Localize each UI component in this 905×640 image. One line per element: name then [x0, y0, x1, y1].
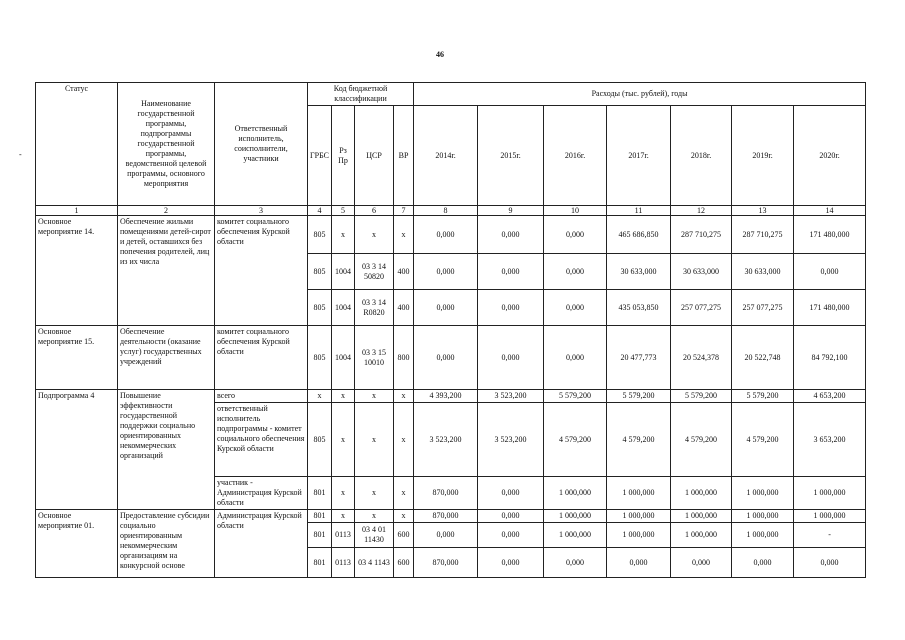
cell-value: -	[794, 523, 866, 548]
cell-value: 0,000	[478, 290, 544, 326]
header-year: 2017г.	[607, 106, 671, 206]
cell-value: 20 522,748	[732, 326, 794, 390]
cell-csr: х	[355, 510, 394, 523]
cell-value: 1 000,000	[794, 510, 866, 523]
cell-csr: х	[355, 390, 394, 403]
cell-value: 0,000	[478, 548, 544, 578]
cell-value: 1 000,000	[794, 477, 866, 510]
cell-value: 257 077,275	[671, 290, 732, 326]
cell-value: 870,000	[414, 510, 478, 523]
cell-grbs: 801	[308, 510, 332, 523]
cell-value: 870,000	[414, 477, 478, 510]
cell-value: 3 653,200	[794, 403, 866, 477]
cell-rzpr: 0113	[332, 523, 355, 548]
cell-value: 0,000	[414, 216, 478, 254]
cell-csr: 03 3 15 10010	[355, 326, 394, 390]
table-row	[36, 390, 866, 403]
cell-value: 1 000,000	[607, 510, 671, 523]
cell-csr: 03 4 1143	[355, 548, 394, 578]
row-executor: ответственный исполнитель подпрограммы - комитет социального обеспечения Курской области	[215, 403, 308, 477]
cell-value: 3 523,200	[478, 390, 544, 403]
cell-value: 465 686,850	[607, 216, 671, 254]
cell-grbs: 805	[308, 254, 332, 290]
cell-value: 0,000	[794, 548, 866, 578]
cell-value: 4 653,200	[794, 390, 866, 403]
header-csr: ЦСР	[355, 106, 394, 206]
cell-rzpr: 0113	[332, 548, 355, 578]
cell-value: 0,000	[544, 254, 607, 290]
cell-value: 0,000	[544, 216, 607, 254]
cell-vr: х	[394, 477, 414, 510]
header-status: Статус	[36, 83, 118, 206]
cell-value: 0,000	[544, 290, 607, 326]
header-grbs: ГРБС	[308, 106, 332, 206]
row-name: Предоставление субсидии социально ориентированным некоммерческим организациям на конкурсной основе	[118, 510, 215, 578]
cell-value: 3 523,200	[478, 403, 544, 477]
col-number: 11	[607, 206, 671, 216]
col-number: 5	[332, 206, 355, 216]
col-number: 2	[118, 206, 215, 216]
page-number: 46	[436, 50, 444, 59]
row-name: Обеспечение деятельности (оказание услуг) государственных учреждений	[118, 326, 215, 390]
cell-csr: 03 3 14 50820	[355, 254, 394, 290]
cell-value: 1 000,000	[671, 523, 732, 548]
cell-grbs: 805	[308, 216, 332, 254]
cell-vr: х	[394, 216, 414, 254]
col-number: 6	[355, 206, 394, 216]
cell-value: 0,000	[414, 254, 478, 290]
cell-value: 20 477,773	[607, 326, 671, 390]
cell-grbs: 801	[308, 477, 332, 510]
cell-rzpr: х	[332, 403, 355, 477]
header-year: 2015г.	[478, 106, 544, 206]
col-number: 13	[732, 206, 794, 216]
cell-value: 1 000,000	[607, 477, 671, 510]
cell-value: 0,000	[414, 290, 478, 326]
cell-rzpr: 1004	[332, 254, 355, 290]
col-number: 7	[394, 206, 414, 216]
row-status: Подпрограмма 4	[36, 390, 118, 510]
row-executor: комитет социального обеспечения Курской области	[215, 216, 308, 326]
cell-value: 0,000	[478, 510, 544, 523]
row-executor: всего	[215, 390, 308, 403]
cell-csr: 03 3 14 R0820	[355, 290, 394, 326]
cell-value: 1 000,000	[671, 510, 732, 523]
cell-value: 1 000,000	[607, 523, 671, 548]
col-number: 3	[215, 206, 308, 216]
cell-value: 5 579,200	[671, 390, 732, 403]
cell-grbs: х	[308, 390, 332, 403]
cell-csr: х	[355, 403, 394, 477]
cell-rzpr: 1004	[332, 326, 355, 390]
cell-csr: х	[355, 216, 394, 254]
cell-value: 30 633,000	[671, 254, 732, 290]
cell-value: 257 077,275	[732, 290, 794, 326]
col-number: 1	[36, 206, 118, 216]
cell-value: 4 579,200	[544, 403, 607, 477]
cell-value: 0,000	[478, 254, 544, 290]
cell-vr: х	[394, 510, 414, 523]
cell-value: 4 393,200	[414, 390, 478, 403]
cell-vr: 400	[394, 254, 414, 290]
header-name: Наименование государственной программы, подпрограммы государственной программы, ведомственной целевой программы, основного мероприятия	[118, 83, 215, 206]
cell-vr: 400	[394, 290, 414, 326]
col-number: 10	[544, 206, 607, 216]
cell-value: 0,000	[607, 548, 671, 578]
cell-value: 0,000	[478, 477, 544, 510]
col-number: 14	[794, 206, 866, 216]
cell-rzpr: х	[332, 216, 355, 254]
header-rzpr: Рз Пр	[332, 106, 355, 206]
row-status: Основное мероприятие 15.	[36, 326, 118, 390]
cell-grbs: 801	[308, 548, 332, 578]
cell-value: 20 524,378	[671, 326, 732, 390]
cell-value: 171 480,000	[794, 216, 866, 254]
budget-table	[35, 82, 866, 578]
cell-value: 3 523,200	[414, 403, 478, 477]
cell-rzpr: 1004	[332, 290, 355, 326]
header-expenses: Расходы (тыс. рублей), годы	[414, 83, 866, 106]
cell-value: 30 633,000	[732, 254, 794, 290]
header-vr: ВР	[394, 106, 414, 206]
cell-csr: 03 4 01 11430	[355, 523, 394, 548]
cell-value: 5 579,200	[607, 390, 671, 403]
row-executor: комитет социального обеспечения Курской области	[215, 326, 308, 390]
row-name: Обеспечение жильми помещениями детей-сирот и детей, оставшихся без попечения родителей, лиц из их числа	[118, 216, 215, 326]
cell-value: 287 710,275	[732, 216, 794, 254]
cell-rzpr: х	[332, 510, 355, 523]
col-number: 12	[671, 206, 732, 216]
col-number: 8	[414, 206, 478, 216]
row-executor: Администрация Курской области	[215, 510, 308, 578]
cell-value: 0,000	[671, 548, 732, 578]
header-year: 2020г.	[794, 106, 866, 206]
cell-vr: х	[394, 390, 414, 403]
table-row	[36, 216, 866, 254]
cell-vr: х	[394, 403, 414, 477]
cell-value: 0,000	[732, 548, 794, 578]
cell-value: 1 000,000	[732, 523, 794, 548]
header-year: 2014г.	[414, 106, 478, 206]
cell-value: 0,000	[794, 254, 866, 290]
cell-rzpr: х	[332, 390, 355, 403]
header-budget-code: Код бюджетной классификации	[308, 83, 414, 106]
table-row	[36, 326, 866, 390]
cell-value: 4 579,200	[732, 403, 794, 477]
cell-value: 30 633,000	[607, 254, 671, 290]
col-number: 9	[478, 206, 544, 216]
row-status: Основное мероприятие 01.	[36, 510, 118, 578]
cell-value: 1 000,000	[544, 510, 607, 523]
cell-value: 1 000,000	[732, 510, 794, 523]
cell-grbs: 805	[308, 326, 332, 390]
cell-value: 84 792,100	[794, 326, 866, 390]
cell-value: 1 000,000	[732, 477, 794, 510]
header-executor: Ответственный исполнитель, соисполнители, участники	[215, 83, 308, 206]
cell-value: 0,000	[544, 548, 607, 578]
row-name: Повышение эффективности государственной поддержки социально ориентированных некоммерческих организаций	[118, 390, 215, 510]
header-year: 2018г.	[671, 106, 732, 206]
cell-value: 287 710,275	[671, 216, 732, 254]
cell-vr: 800	[394, 326, 414, 390]
cell-grbs: 805	[308, 290, 332, 326]
cell-value: 1 000,000	[544, 477, 607, 510]
cell-value: 0,000	[478, 326, 544, 390]
cell-value: 0,000	[544, 326, 607, 390]
margin-mark: -	[19, 150, 22, 159]
table-row	[36, 510, 866, 523]
header-year: 2019г.	[732, 106, 794, 206]
cell-value: 4 579,200	[671, 403, 732, 477]
row-executor: участник - Администрация Курской области	[215, 477, 308, 510]
cell-value: 171 480,000	[794, 290, 866, 326]
col-number: 4	[308, 206, 332, 216]
cell-vr: 600	[394, 548, 414, 578]
cell-value: 5 579,200	[732, 390, 794, 403]
row-status: Основное мероприятие 14.	[36, 216, 118, 326]
cell-csr: х	[355, 477, 394, 510]
cell-value: 870,000	[414, 548, 478, 578]
cell-value: 0,000	[478, 523, 544, 548]
cell-rzpr: х	[332, 477, 355, 510]
cell-value: 1 000,000	[544, 523, 607, 548]
cell-value: 4 579,200	[607, 403, 671, 477]
cell-grbs: 805	[308, 403, 332, 477]
cell-value: 1 000,000	[671, 477, 732, 510]
cell-value: 435 053,850	[607, 290, 671, 326]
header-year: 2016г.	[544, 106, 607, 206]
cell-value: 5 579,200	[544, 390, 607, 403]
cell-vr: 600	[394, 523, 414, 548]
cell-value: 0,000	[478, 216, 544, 254]
cell-value: 0,000	[414, 523, 478, 548]
cell-value: 0,000	[414, 326, 478, 390]
cell-grbs: 801	[308, 523, 332, 548]
